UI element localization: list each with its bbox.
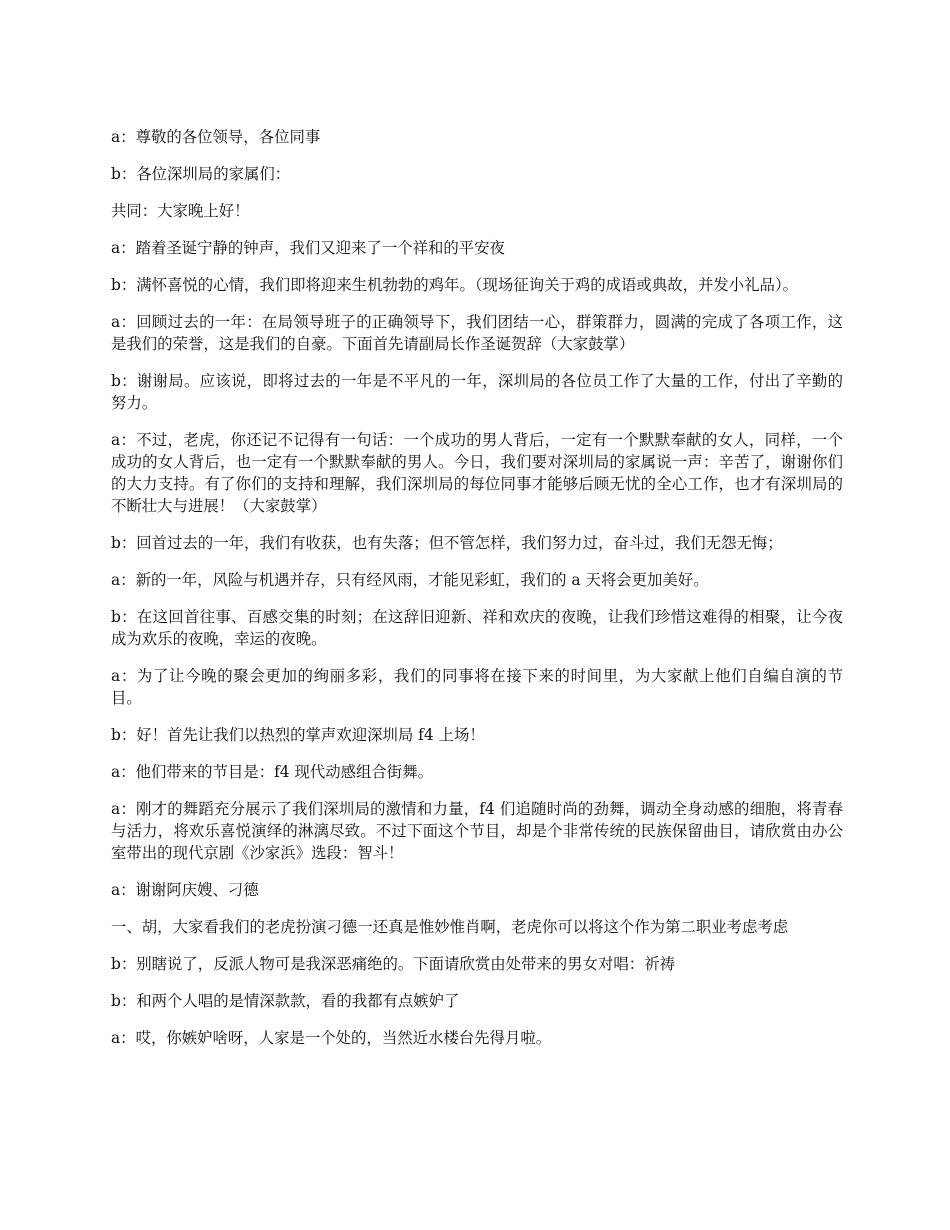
paragraph: b：满怀喜悦的心情，我们即将迎来生机勃勃的鸡年。（现场征询关于鸡的成语或典故，并发小礼品）。 [111,276,799,294]
paragraph: a：不过，老虎，你还记不记得有一句话：一个成功的男人背后，一定有一个默默奉献的女人，同样，一个成功的女人背后，也一定有一个默默奉献的男人。今日，我们要对深圳局的家属说一声：辛苦了，谢谢你们的大力支持。有了你们的支持和理解，我们深圳局的每位同事才能够后顾无忧的全心工作，也才有深圳局的不断壮大与进展！（大家鼓掌） [111,431,843,515]
paragraph: b：在这回首往事、百感交集的时刻；在这辞旧迎新、祥和欢庆的夜晚，让我们珍惜这难得的相聚，让今夜成为欢乐的夜晚，幸运的夜晚。 [111,608,843,648]
paragraph: a：他们带来的节目是：f4 现代动感组合街舞。 [111,763,433,781]
paragraph: 共同：大家晚上好！ [111,202,250,220]
paragraph: b：和两个人唱的是情深款款，看的我都有点嫉妒了 [111,992,460,1010]
paragraph: a：谢谢阿庆嫂、刁德 [111,881,259,899]
paragraph: a：为了让今晚的聚会更加的绚丽多彩，我们的同事将在接下来的时间里，为大家献上他们自编自演的节目。 [111,667,843,707]
paragraph: b：回首过去的一年，我们有收获，也有失落；但不管怎样，我们努力过，奋斗过，我们无怨无悔； [111,534,783,552]
paragraph: b：谢谢局。应该说，即将过去的一年是不平凡的一年，深圳局的各位员工作了大量的工作，付出了辛勤的努力。 [111,372,843,412]
paragraph: a：刚才的舞蹈充分展示了我们深圳局的激情和力量，f4 们追随时尚的劲舞，调动全身动感的细胞，将青春与活力，将欢乐喜悦演绎的淋漓尽致。不过下面这个节目，却是个非常传统的民族保留曲目，请欣赏由办公室带出的现代京剧《沙家浜》选段：智斗！ [111,800,843,862]
paragraph: a：新的一年，风险与机遇并存，只有经风雨，才能见彩虹，我们的 a 天将会更加美好。 [111,571,709,589]
paragraph: a：回顾过去的一年：在局领导班子的正确领导下，我们团结一心，群策群力，圆满的完成了各项工作，这是我们的荣誉，这是我们的自豪。下面首先请副局长作圣诞贺辞（大家鼓掌） [111,313,843,353]
paragraph: b：各位深圳局的家属们： [111,165,291,183]
document-page [111,126,843,1064]
paragraph: b：别瞎说了，反派人物可是我深恶痛绝的。下面请欣赏由处带来的男女对唱：祈祷 [111,955,675,973]
paragraph: a：尊敬的各位领导，各位同事 [111,128,321,146]
paragraph: 一、胡，大家看我们的老虎扮演刁德一还真是惟妙惟肖啊，老虎你可以将这个作为第二职业考虑考虑 [111,918,789,936]
paragraph: b：好！首先让我们以热烈的掌声欢迎深圳局 f4 上场！ [111,726,485,744]
paragraph: a：踏着圣诞宁静的钟声，我们又迎来了一个祥和的平安夜 [111,239,505,257]
paragraph: a：哎，你嫉妒啥呀，人家是一个处的，当然近水楼台先得月啦。 [111,1029,552,1047]
